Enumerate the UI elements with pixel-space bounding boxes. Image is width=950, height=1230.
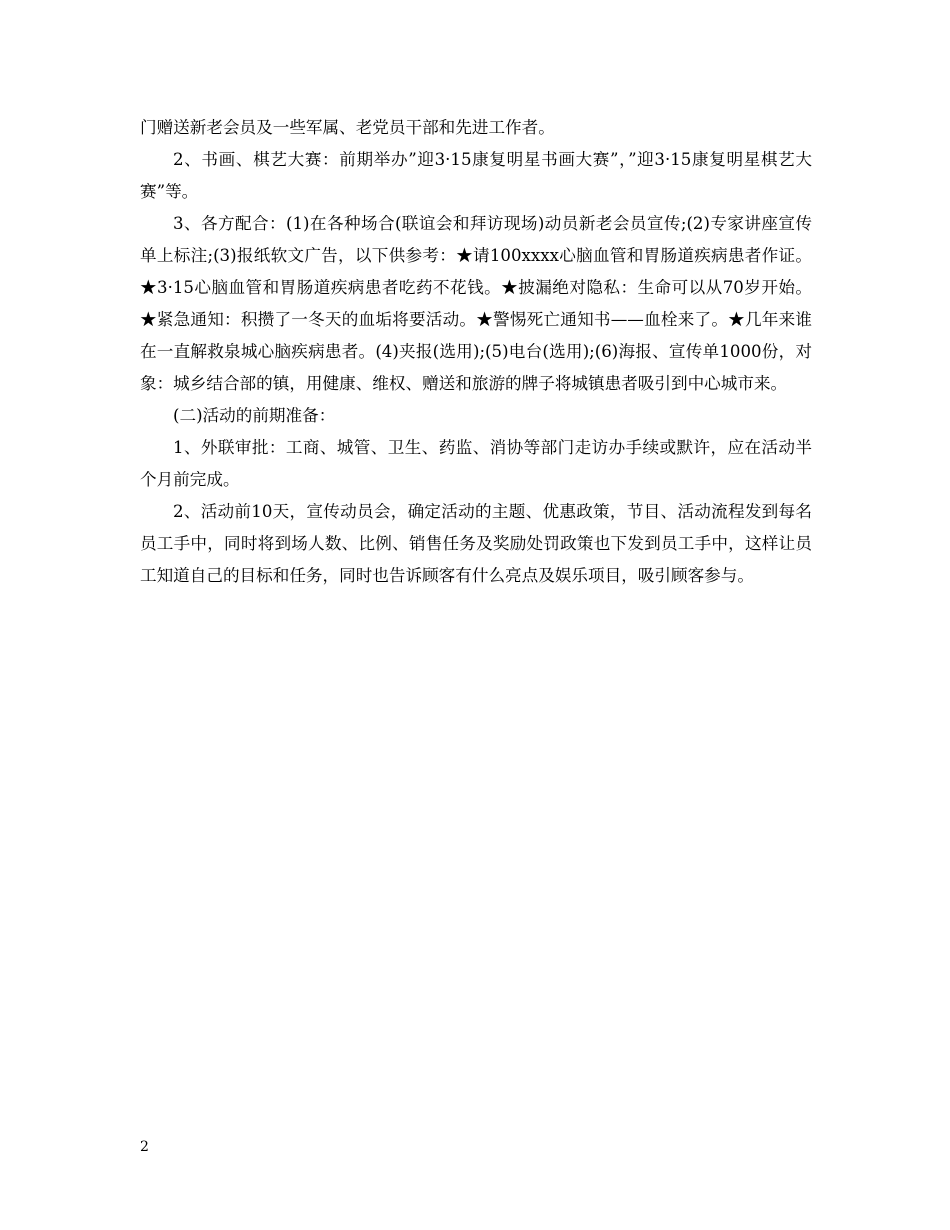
paragraph-continuation: 门赠送新老会员及一些军属、老党员干部和先进工作者。 <box>140 118 555 137</box>
paragraph-approval: 1、外联审批：工商、城管、卫生、药监、消协等部门走访办手续或默许，应在活动半个月前完成。 <box>140 438 812 489</box>
page-number: 2 <box>140 1139 149 1155</box>
paragraph-coordination: 3、各方配合：(1)在各种场合(联谊会和拜访现场)动员新老会员宣传;(2)专家讲座宣传单上标注;(3)报纸软文广告，以下供参考：★请100xxxx心脑血管和胃肠道疾病患者作证。★3·15心脑血管和胃肠道疾病患者吃药不花钱。★披漏绝对隐私：生命可以从70岁开始。★紧急通知：积攒了一冬天的血垢将要活动。★警惕死亡通知书——血栓来了。★几年来谁在一直解救泉城心脑疾病患者。(4)夹报(选用);(5)电台(选用);(6)海报、宣传单1000份，对象：城乡结合部的镇，用健康、维权、赠送和旅游的牌子将城镇患者吸引到中心城市来。 <box>140 214 812 393</box>
paragraph-calligraphy-chess-contest: 2、书画、棋艺大赛：前期举办”迎3·15康复明星书画大赛”，”迎3·15康复明星棋艺大赛”等。 <box>140 150 812 201</box>
paragraph-mobilization: 2、活动前10天，宣传动员会，确定活动的主题、优惠政策，节目、活动流程发到每名员工手中，同时将到场人数、比例、销售任务及奖励处罚政策也下发到员工手中，这样让员工知道自己的目标和任务，同时也告诉顾客有什么亮点及娱乐项目，吸引顾客参与。 <box>140 502 812 585</box>
document-body <box>140 112 812 592</box>
section-heading-preparation: (二)活动的前期准备： <box>173 406 336 425</box>
